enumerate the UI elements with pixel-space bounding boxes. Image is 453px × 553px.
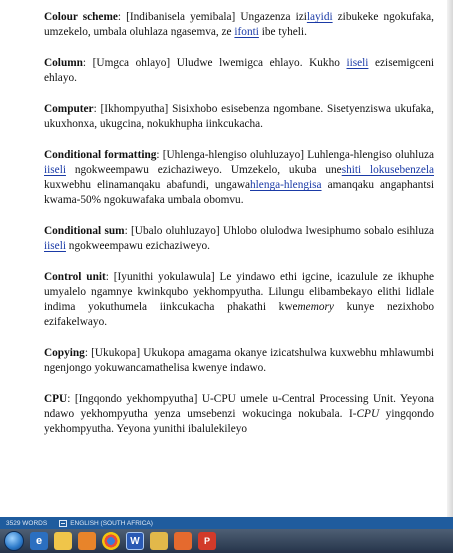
word-count[interactable] [0, 517, 53, 529]
translation: [Indibanisela yemibala] [126, 11, 236, 23]
glossary-entry-column: Column: [Umgca ohlayo] Uludwe lwemigca ehlayo. Kukho iiseli ezisemigceni ehlayo. [44, 57, 434, 84]
language-label: ENGLISH (SOUTH AFRICA) [70, 519, 153, 527]
spellcheck-word[interactable]: shiti lokusebenzela [341, 164, 434, 176]
language-indicator[interactable] [53, 517, 159, 529]
internet-explorer-icon[interactable] [30, 532, 48, 550]
word-letter: W [130, 535, 140, 547]
translation: [Uhlenga-hlengiso oluhluzayo] [162, 149, 304, 161]
translation: [Ingqondo yekhompyutha] [74, 393, 198, 405]
glossary-entry-computer: Computer: [Ikhompyutha] Sisixhobo esisebenza ngombane. Sisetyenziswa ukufaka, ukuxhonxa, ukugcina, nokukhupha iinkcukacha. [44, 103, 435, 130]
app-icon[interactable] [150, 532, 168, 550]
powerpoint-letter: P [203, 536, 210, 546]
glossary-entry-cpu: CPU: [Ingqondo yekhompyutha] U-CPU umele u-Central Processing Unit. Yeyona ndawo yekhompyutha yenza umsebenzi wokucinga nokubala. I-CPU yingqondo yekhompyutha. Yeyona yunithi ibalulekileyo [44, 393, 435, 435]
definition-text: kunye nezixhobo ezifakelwayo. [44, 301, 434, 328]
status-bar [0, 517, 453, 529]
definition-text: Ungazenza izi [240, 11, 307, 23]
glossary-entry-control-unit: Control unit: [Iyunithi yokulawula] Le yindawo ethi igcine, icazulule ze ikhuphe umyalelo ngamnye kwinkqubo yekhompyutha. Lilungu elibambekayo elithi lidlale indima yokuthumela iinkcukacha phakathi kwememory kunye nezixhobo ezifakelwayo. [44, 271, 435, 328]
taskbar [0, 529, 453, 553]
chrome-icon[interactable] [102, 532, 120, 550]
translation: [Iyunithi yokulawula] [113, 271, 215, 283]
definition-text: zibukeke ngokufaka, umzekelo, umbala oluhlaza ngasemva, ze [44, 11, 435, 38]
spellcheck-word[interactable]: layidi [306, 11, 333, 23]
definition-text: Luhlenga-hlengiso oluhluza [307, 149, 434, 161]
definition-text: yingqondo yekhompyutha. Yeyona yunithi ibalulekileyo [44, 408, 434, 435]
term: Control unit [44, 271, 106, 283]
term: Copying [44, 347, 85, 359]
media-player-icon[interactable] [78, 532, 96, 550]
italic-word: memory [297, 301, 334, 313]
term: Conditional sum [44, 225, 125, 237]
ie-letter: e [35, 535, 43, 547]
spellcheck-word[interactable]: hlenga-hlengisa [250, 179, 322, 191]
translation: [Ubalo oluhluzayo] [131, 225, 220, 237]
powerpoint-icon[interactable] [198, 532, 216, 550]
glossary-entry-copying: Copying: [Ukukopa] Ukukopa amagama okanye izicatshulwa kuxwebhu mhlawumbi ngenjongo yokuwancamathelisa kwenye indawo. [44, 347, 434, 374]
document-page[interactable] [44, 10, 434, 453]
spellcheck-word[interactable]: iiseli [346, 57, 369, 69]
glossary-entry-conditional-formatting: Conditional formatting: [Uhlenga-hlengiso oluhluzayo] Luhlenga-hlengiso oluhluza iiseli ngokweempawu ezichaziweyo. Umzekelo, ukuba uneshiti lokusebenzela kuxwebhu elinamanqaku abafundi, ungawahlenga-hlengisa amanqaku angaphantsi kwama-50% ngokuwafaka umbala obomvu. [44, 149, 434, 206]
definition-text: ibe tyheli. [261, 26, 307, 38]
spellcheck-word[interactable]: ifonti [234, 26, 259, 38]
translation: [Ikhompyutha] [100, 103, 169, 115]
translation: [Ukukopa] [91, 347, 141, 359]
definition-text: Uludwe lwemigca ehlayo. Kukho [176, 57, 347, 69]
spellcheck-word[interactable]: iiseli [44, 240, 66, 252]
definition-text: amanqaku angaphantsi kwama-50% ngokuwafaka umbala obomvu. [44, 179, 434, 206]
app-icon[interactable] [174, 532, 192, 550]
glossary-entry-colour-scheme: Colour scheme: [Indibanisela yemibala] Ungazenza izilayidi zibukeke ngokufaka, umzekelo, umbala oluhlaza ngasemva, ze ifonti ibe tyheli. [44, 11, 435, 38]
word-count-label: 3529 WORDS [6, 519, 48, 527]
definition-text: Sisixhobo esisebenza ngombane. Sisetyenziswa ukufaka, ukuxhonxa, ukugcina, nokukhupha iinkcukacha. [44, 103, 435, 130]
spellcheck-word[interactable]: iiseli [44, 164, 66, 176]
term: Conditional formatting [44, 149, 157, 161]
proofing-icon [59, 520, 67, 527]
start-button[interactable] [4, 531, 24, 551]
definition-text: U-CPU umele u-Central Processing Unit. Yeyona ndawo yekhompyutha yenza umsebenzi wokucinga nokubala. I- [44, 393, 435, 420]
definition-text: Le yindawo ethi igcine, icazulule ze ikhuphe umyalelo ngamnye kwinkqubo yekhompyutha. Lilungu elibambekayo elithi lidlale indima yokuthumela iinkcukacha phakathi kwe [44, 271, 435, 313]
page-edge [447, 0, 453, 517]
term: Computer [44, 103, 94, 115]
definition-text: ngokweempawu ezichaziweyo. [65, 240, 210, 252]
term: CPU [44, 393, 68, 405]
definition-text: ngokweempawu ezichaziweyo. Umzekelo, ukuba une [65, 164, 342, 176]
term: Colour scheme [44, 11, 118, 23]
definition-text: ezisemigceni ehlayo. [44, 57, 434, 84]
folder-icon[interactable] [54, 532, 72, 550]
term: Column [44, 57, 83, 69]
word-icon[interactable] [126, 532, 144, 550]
definition-text: Ukukopa amagama okanye izicatshulwa kuxwebhu mhlawumbi ngenjongo yokuwancamathelisa kwenye indawo. [44, 347, 434, 374]
definition-text: Uhlobo olulodwa lwesiphumo sobalo esihluza [223, 225, 434, 237]
glossary-entry-conditional-sum: Conditional sum: [Ubalo oluhluzayo] Uhlobo olulodwa lwesiphumo sobalo esihluza iiseli ngokweempawu ezichaziweyo. [44, 225, 434, 252]
definition-text: kuxwebhu elinamanqaku abafundi, ungawa [44, 179, 251, 191]
italic-word: CPU [356, 408, 380, 420]
translation: [Umgca ohlayo] [92, 57, 171, 69]
